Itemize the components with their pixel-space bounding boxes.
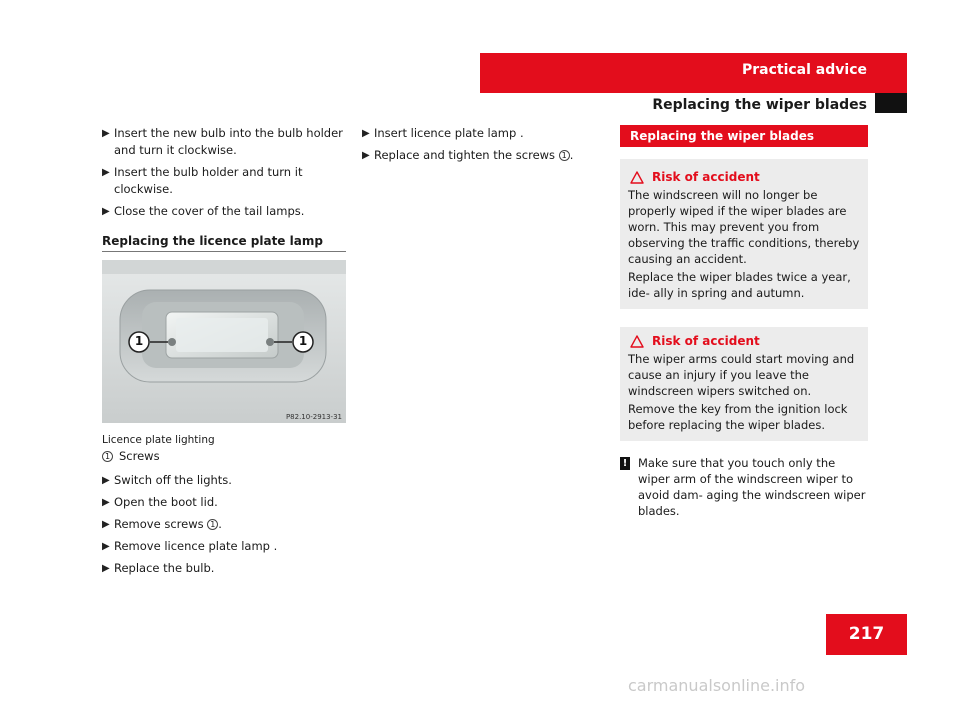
step-item: ▶ Remove screws 1 .	[102, 517, 222, 531]
arrow-icon: ▶	[102, 475, 110, 486]
page-title: Replacing the wiper blades	[652, 97, 867, 113]
header-tab-marker	[875, 93, 907, 113]
figure-caption: Licence plate lighting	[102, 434, 215, 446]
callout-number-left: 1	[134, 334, 144, 348]
legend-text: Screws	[119, 449, 160, 463]
arrow-icon: ▶	[102, 167, 110, 178]
step-item: ▶ Insert the new bulb into the bulb holder and turn it clockwise.	[102, 126, 343, 157]
exclamation-icon: !	[620, 457, 630, 470]
figure-legend	[102, 448, 346, 464]
step-item: ▶ Replace and tighten the screws 1 .	[362, 148, 574, 162]
warning-triangle-icon	[630, 335, 644, 348]
step-item: ▶ Insert licence plate lamp .	[362, 126, 524, 140]
subheading-licence-plate-lamp: Replacing the licence plate lamp	[102, 234, 346, 252]
warning-box	[620, 159, 868, 309]
caution-note: ! Make sure that you touch only the wiper arm of the windscreen wiper to avoid dam- aging the windscreen wiper blades.	[620, 455, 868, 519]
arrow-icon: ▶	[102, 128, 110, 139]
arrow-icon: ▶	[102, 497, 110, 508]
column-right	[620, 125, 868, 519]
arrow-icon: ▶	[362, 150, 370, 161]
photo-code: P82.10-2913-31	[285, 413, 342, 421]
column-left	[102, 125, 346, 582]
warning-triangle-icon	[630, 171, 644, 184]
step-item: ▶ Remove licence plate lamp .	[102, 539, 278, 553]
warning-text: Replace the wiper blades twice a year, ide- ally in spring and autumn.	[628, 270, 851, 300]
arrow-icon: ▶	[362, 128, 370, 139]
arrow-icon: ▶	[102, 519, 110, 530]
step-item: ▶ Switch off the lights.	[102, 473, 232, 487]
legend-number: 1	[102, 451, 113, 462]
callout-number-right: 1	[298, 334, 308, 348]
arrow-icon: ▶	[102, 541, 110, 552]
warning-text: Remove the key from the ignition lock before replacing the wiper blades.	[628, 402, 848, 432]
section-title: Practical advice	[741, 62, 867, 78]
arrow-icon: ▶	[102, 206, 110, 217]
arrow-icon: ▶	[102, 563, 110, 574]
ref-number: 1	[207, 519, 218, 530]
warning-title: Risk of accident	[628, 169, 860, 185]
warning-text: The wiper arms could start moving and cause an injury if you leave the windscreen wipers switched on.	[628, 352, 855, 398]
step-item: ▶ Replace the bulb.	[102, 561, 215, 575]
page-number: 217	[826, 614, 907, 655]
watermark: carmanualsonline.info	[628, 676, 806, 695]
step-item: ▶ Open the boot lid.	[102, 495, 218, 509]
column-middle	[362, 125, 602, 169]
step-item: ▶ Close the cover of the tail lamps.	[102, 204, 305, 218]
warning-title: Risk of accident	[628, 333, 860, 349]
ref-number: 1	[559, 150, 570, 161]
licence-plate-lamp-photo	[102, 260, 346, 423]
warning-text: The windscreen will no longer be properly wiped if the wiper blades are worn. This may prevent you from observing the traffic conditions, thereby causing an accident.	[628, 188, 860, 266]
warning-box	[620, 327, 868, 441]
section-heading-wiper-blades: Replacing the wiper blades	[620, 125, 868, 147]
step-item: ▶ Insert the bulb holder and turn it clockwise.	[102, 165, 303, 196]
